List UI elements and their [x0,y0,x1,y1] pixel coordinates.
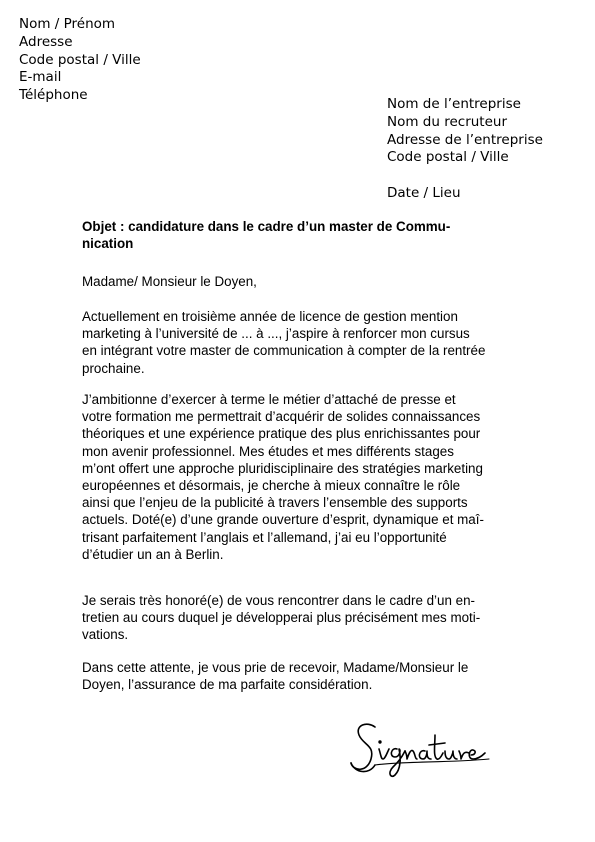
paragraph-line: d’étudier un an à Berlin. [82,546,224,562]
date-place: Date / Lieu [387,185,461,201]
sender-phone: Téléphone [19,87,88,104]
sender-address: Adresse [19,33,73,50]
paragraph-line: votre formation me permettrait d’acquérir de solides connaissances [82,409,481,425]
recipient-address: Adresse de l’entreprise [387,131,543,148]
paragraph-line: prochaine. [82,360,145,376]
subject-line: Objet : candidature dans le cadre d’un master de Commu- [82,219,451,234]
recipient-company: Nom de l’entreprise [387,96,521,112]
paragraph-line: Doyen, l’assurance de ma parfaite considération. [82,677,373,693]
sender-block [19,16,141,105]
paragraph-line: m’ont offert une approche pluridisciplinaire des stratégies marketing [82,460,483,476]
paragraph-4 [82,659,502,693]
recipient-block [387,96,543,167]
paragraph-2 [82,391,502,563]
paragraph-3 [82,592,502,644]
paragraph-line: actuels. Doté(e) d’une grande ouverture d’esprit, dynamique et maî- [82,512,484,528]
handwritten-signature [345,715,495,785]
sender-postal-city: Code postal / Ville [19,51,141,68]
sender-email: E-mail [19,69,62,86]
subject [82,218,502,252]
recipient-recruiter: Nom du recruteur [387,113,508,130]
greeting: Madame/ Monsieur le Doyen, [82,274,257,289]
paragraph-line: mon avenir professionnel. Mes études et mes différents stages [82,443,454,459]
paragraph-line: Dans cette attente, je vous prie de recevoir, Madame/Monsieur le [82,660,469,675]
paragraph-line: théoriques et une expérience pratique des plus enrichissantes pour [82,426,481,442]
paragraph-1 [82,308,502,377]
paragraph-line: trisant parfaitement l’anglais et l’allemand, j’ai eu l’opportunité [82,529,447,545]
paragraph-line: tretien au cours duquel je développerai plus précisément mes moti- [82,610,481,626]
paragraph-line: européennes et désormais, je cherche à mieux connaître le rôle [82,478,461,494]
paragraph-line: vations. [82,627,129,643]
paragraph-line: ainsi que l’enjeu de la publicité à travers l’ensemble des supports [82,495,468,511]
paragraph-line: marketing à l’université de ... à ..., j’aspire à renforcer mon cursus [82,326,470,342]
sender-name: Nom / Prénom [19,16,116,32]
paragraph-line: J’ambitionne d’exercer à terme le métier d’attaché de presse et [82,392,456,407]
paragraph-line: en intégrant votre master de communication à compter de la rentrée [82,343,486,359]
paragraph-line: Je serais très honoré(e) de vous rencontrer dans le cadre d’un en- [82,593,476,608]
paragraph-line: Actuellement en troisième année de licence de gestion mention [82,309,458,324]
recipient-postal-city: Code postal / Ville [387,149,509,166]
subject-line: nication [82,236,134,252]
